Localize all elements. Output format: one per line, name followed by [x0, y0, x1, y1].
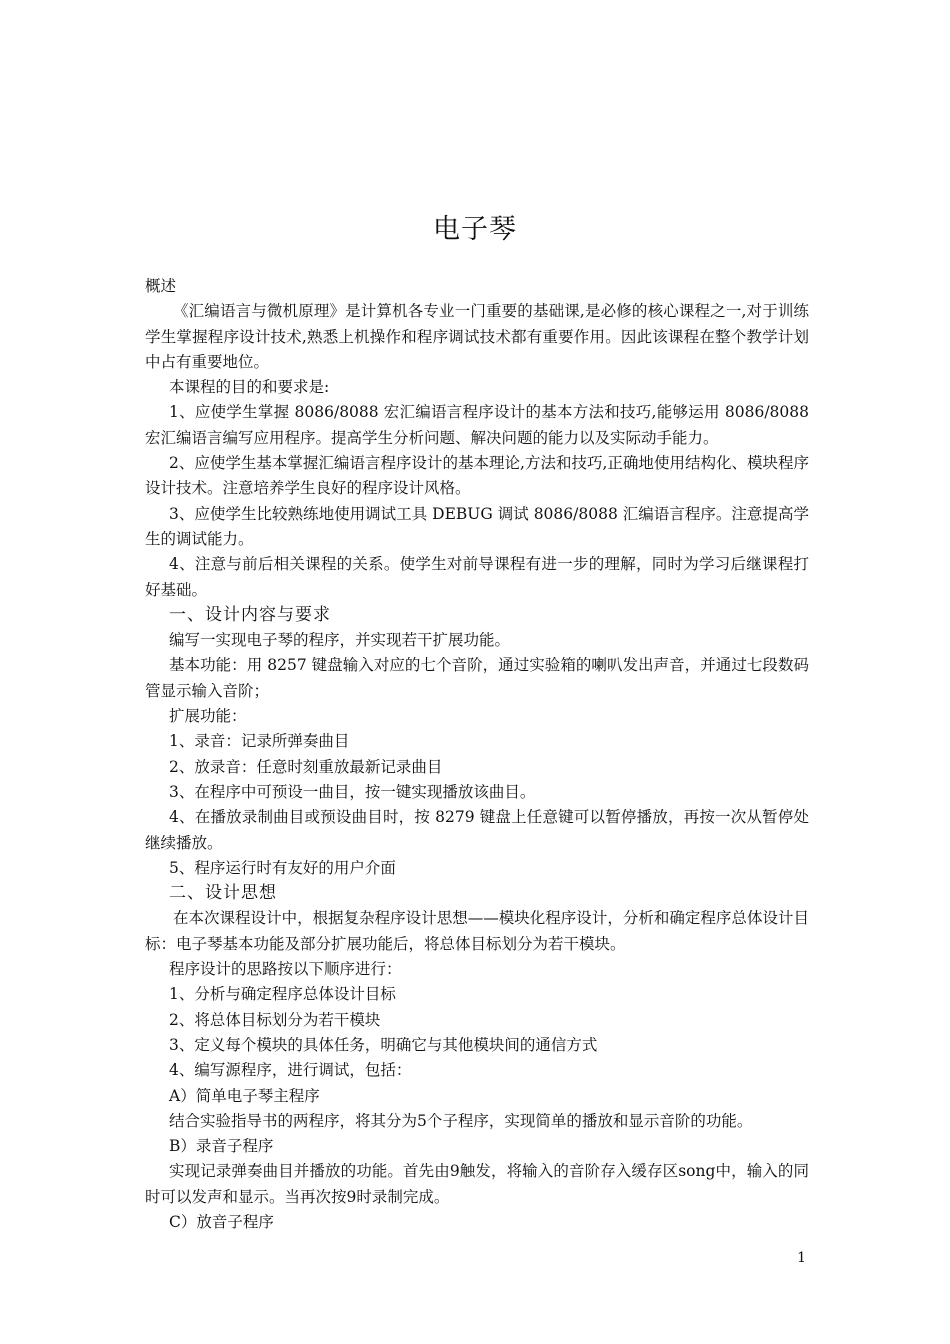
- list-item: 3、定义每个模块的具体任务，明确它与其他模块间的通信方式: [169, 1035, 598, 1054]
- paragraph: 4、注意与前后相关课程的关系。使学生对前导课程有进一步的理解，同时为学习后继课程打好基础。: [145, 555, 809, 599]
- paragraph: 扩展功能：: [169, 707, 247, 726]
- list-item: 2、将总体目标划分为若干模块: [169, 1010, 381, 1029]
- paragraph: 编写一实现电子琴的程序，并实现若干扩展功能。: [169, 631, 511, 650]
- sub-heading: C）放音子程序: [169, 1212, 274, 1231]
- overview-heading: 概述: [145, 277, 177, 295]
- document-title: 电子琴: [433, 214, 517, 245]
- paragraph: 结合实验指导书的两程序，将其分为5个子程序，实现简单的播放和显示音阶的功能。: [169, 1111, 753, 1130]
- section-heading: 二、设计思想: [169, 883, 277, 904]
- sub-heading: B）录音子程序: [169, 1137, 274, 1156]
- list-item: 4、编写源程序，进行调试，包括：: [169, 1061, 412, 1080]
- page-number: 1: [797, 1250, 806, 1266]
- sub-heading: A）简单电子琴主程序: [169, 1086, 320, 1105]
- paragraph: 基本功能：用 8257 键盘输入对应的七个音阶，通过实验箱的喇叭发出声音，并通过七段数码管显示输入音阶；: [145, 656, 809, 700]
- paragraph: 实现记录弹奏曲目并播放的功能。首先由9触发，将输入的音阶存入缓存区song中，输入的同时可以发声和显示。当再次按9时录制完成。: [145, 1162, 809, 1206]
- list-item: 1、录音：记录所弹奏曲目: [169, 732, 350, 751]
- paragraph: 2、应使学生基本掌握汇编语言程序设计的基本理论,方法和技巧,正确地使用结构化、模块程序设计技术。注意培养学生良好的程序设计风格。: [145, 454, 809, 498]
- paragraph: 本课程的目的和要求是:: [169, 378, 330, 397]
- paragraph: 3、应使学生比较熟练地使用调试工具 DEBUG 调试 8086/8088 汇编语言程序。注意提高学生的调试能力。: [145, 504, 809, 548]
- list-item: 5、程序运行时有友好的用户介面: [169, 858, 396, 877]
- paragraph: 《汇编语言与微机原理》是计算机各专业一门重要的基础课,是必修的核心课程之一,对于训练学生掌握程序设计技术,熟悉上机操作和程序调试技术都有重要作用。因此该课程在整个教学计划中占有重要地位。: [145, 302, 809, 371]
- paragraph: 程序设计的思路按以下顺序进行：: [169, 960, 402, 979]
- section-heading: 一、设计内容与要求: [169, 604, 331, 625]
- paragraph: 在本次课程设计中，根据复杂程序设计思想——模块化程序设计，分析和确定程序总体设计目标：电子琴基本功能及部分扩展功能后，将总体目标划分为若干模块。: [145, 909, 809, 953]
- paragraph: 1、应使学生掌握 8086/8088 宏汇编语言程序设计的基本方法和技巧,能够运用 8086/8088 宏汇编语言编写应用程序。提高学生分析问题、解决问题的能力以及实际动手能力。: [145, 403, 809, 447]
- list-item: 1、分析与确定程序总体设计目标: [169, 985, 396, 1004]
- document-body: [145, 274, 809, 1235]
- list-item: 2、放录音：任意时刻重放最新记录曲目: [169, 757, 443, 776]
- list-item: 4、在播放录制曲目或预设曲目时，按 8279 键盘上任意键可以暂停播放，再按一次从暂停处继续播放。: [145, 808, 809, 852]
- list-item: 3、在程序中可预设一曲目，按一键实现播放该曲目。: [169, 782, 536, 801]
